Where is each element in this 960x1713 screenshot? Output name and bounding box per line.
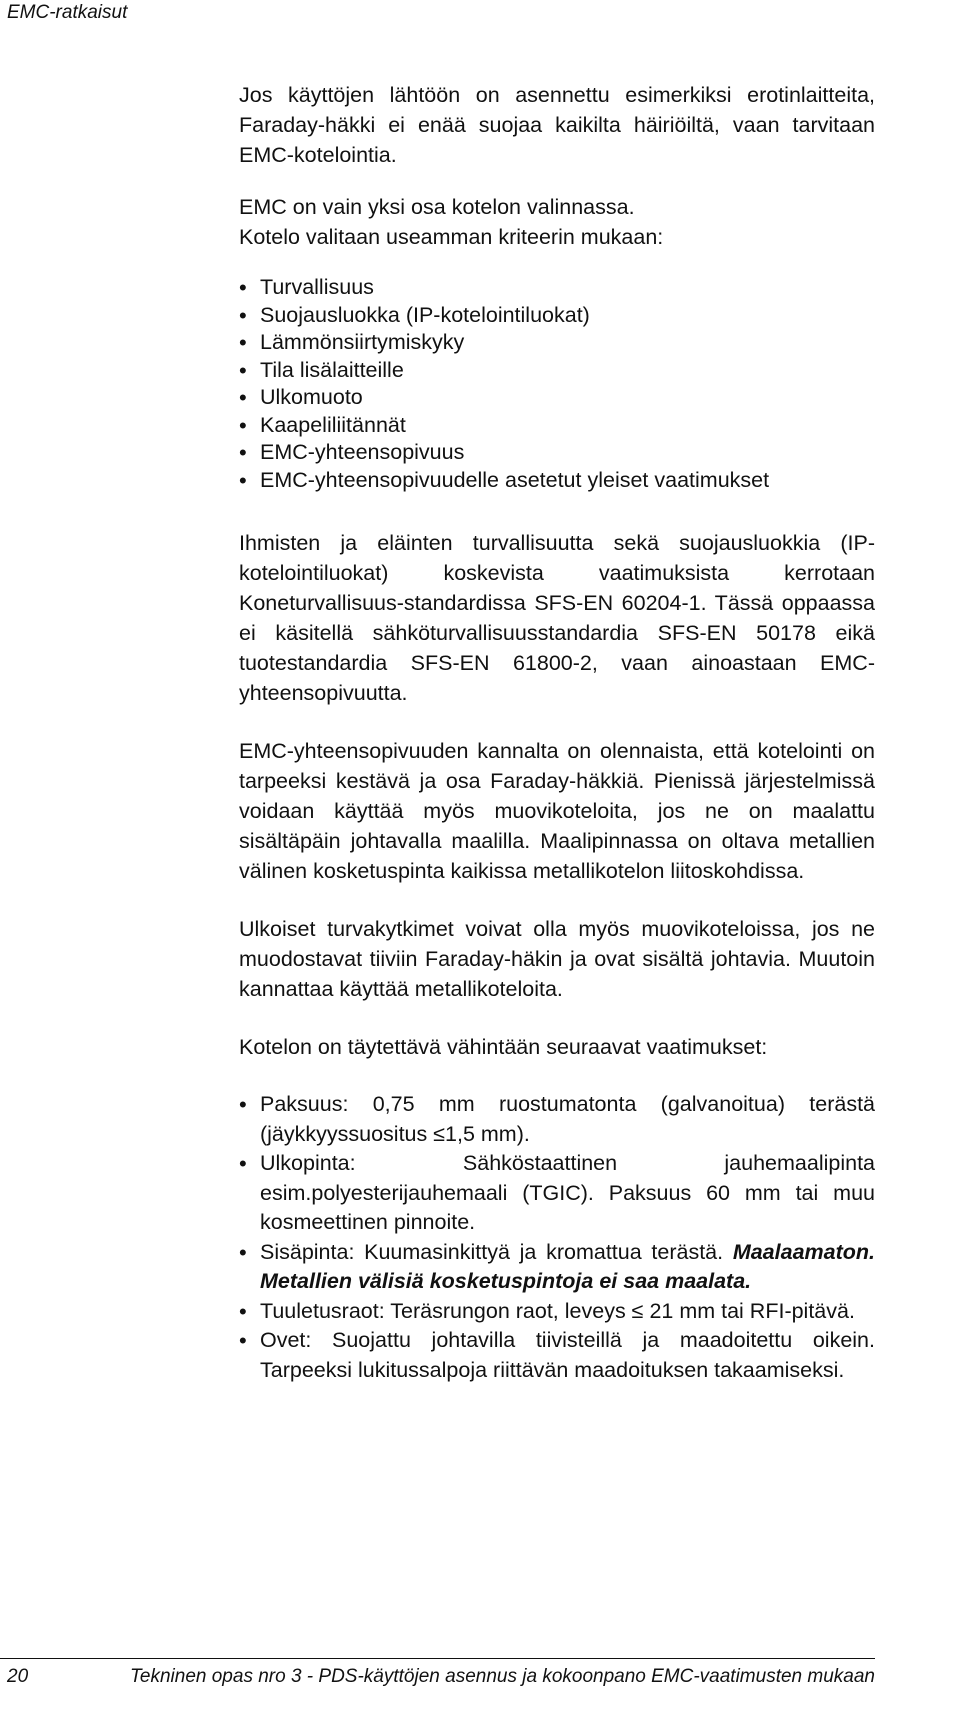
requirement-text: Sisäpinta: Kuumasinkittyä ja kromattua terästä.: [260, 1239, 733, 1264]
list-item: [239, 1297, 875, 1327]
criteria-intro-line1: EMC on vain yksi osa kotelon valinnassa.: [239, 195, 635, 219]
list-item: [239, 1238, 875, 1297]
safety-switch-paragraph: Ulkoiset turvakytkimet voivat olla myös muovikoteloissa, jos ne muodostavat tiiviin Faraday-häkin ja ovat sisältä johtavia. Muutoin kannattaa käyttää metallikoteloita.: [239, 917, 875, 1001]
running-header: EMC-ratkaisut: [7, 2, 128, 23]
requirements-list: [239, 1090, 875, 1385]
enclosure-paragraph: EMC-yhteensopivuuden kannalta on olennaista, että kotelointi on tarpeeksi kestävä ja osa Faraday-häkkiä. Pienissä järjestelmissä voidaan käyttää myös muovikoteloita, jos ne on maalattu sisältäpäin johtavalla maalilla. Maalipinnassa on oltava metallien välinen kosketuspinta kaikissa metallikotelon liitoskohdissa.: [239, 739, 875, 883]
criteria-list: [239, 274, 875, 494]
intro-paragraph: Jos käyttöjen lähtöön on asennettu esimerkiksi erotinlaitteita, Faraday-häkki ei enää suojaa kaikilta häiriöiltä, vaan tarvitaan EMC-kotelointia.: [239, 83, 875, 167]
list-item: • EMC-yhteensopivuus: [239, 439, 875, 467]
requirements-intro: Kotelon on täytettävä vähintään seuraavat vaatimukset:: [239, 1035, 768, 1059]
requirement-text: Tuuletusraot: Teräsrungon raot, leveys ≤ 21 mm tai RFI-pitävä.: [260, 1298, 855, 1323]
page-number: 20: [7, 1666, 29, 1687]
list-item: [239, 1326, 875, 1385]
list-item: • EMC-yhteensopivuudelle asetetut yleiset vaatimukset: [239, 467, 875, 495]
footer-divider: [0, 1658, 875, 1659]
page-content: [239, 80, 875, 1385]
requirement-emphasis: Maalaamaton. Metallien välisiä kosketuspintoja ei saa maalata.: [260, 1239, 875, 1293]
list-item: [239, 1090, 875, 1149]
requirement-text: Ovet: Suojattu johtavilla tiivisteillä ja maadoitettu oikein. Tarpeeksi lukitussalpoja riittävän maadoituksen takaamiseksi.: [260, 1328, 875, 1382]
requirement-text: Paksuus: 0,75 mm ruostumatonta (galvanoitua) terästä (jäykkyyssuositus ≤1,5 mm).: [260, 1092, 875, 1146]
list-item: • Lämmönsiirtymiskyky: [239, 329, 875, 357]
list-item: • Turvallisuus: [239, 274, 875, 302]
list-item: • Tila lisälaitteille: [239, 357, 875, 385]
safety-standards-paragraph: Ihmisten ja eläinten turvallisuutta sekä suojausluokkia (IP-kotelointiluokat) koskevista vaatimuksista kerrotaan Koneturvallisuus-standardissa SFS-EN 60204-1. Tässä oppaassa ei käsitellä sähköturvallisuusstandardia SFS-EN 50178 eikä tuotestandardia SFS-EN 61800-2, vaan ainoastaan EMC-yhteensopivuutta.: [239, 531, 875, 705]
list-item: • Ulkomuoto: [239, 384, 875, 412]
criteria-intro-line2: Kotelo valitaan useamman kriteerin mukaan:: [239, 225, 664, 249]
footer-title: Tekninen opas nro 3 - PDS-käyttöjen asennus ja kokoonpano EMC-vaatimusten mukaan: [130, 1666, 875, 1687]
list-item: • Suojausluokka (IP-kotelointiluokat): [239, 302, 875, 330]
list-item: [239, 1149, 875, 1238]
list-item: • Kaapeliliitännät: [239, 412, 875, 440]
requirement-text: Ulkopinta: Sähköstaattinen jauhemaalipinta esim.polyesterijauhemaali (TGIC). Paksuus 60 mm tai muu kosmeettinen pinnoite.: [260, 1151, 875, 1234]
